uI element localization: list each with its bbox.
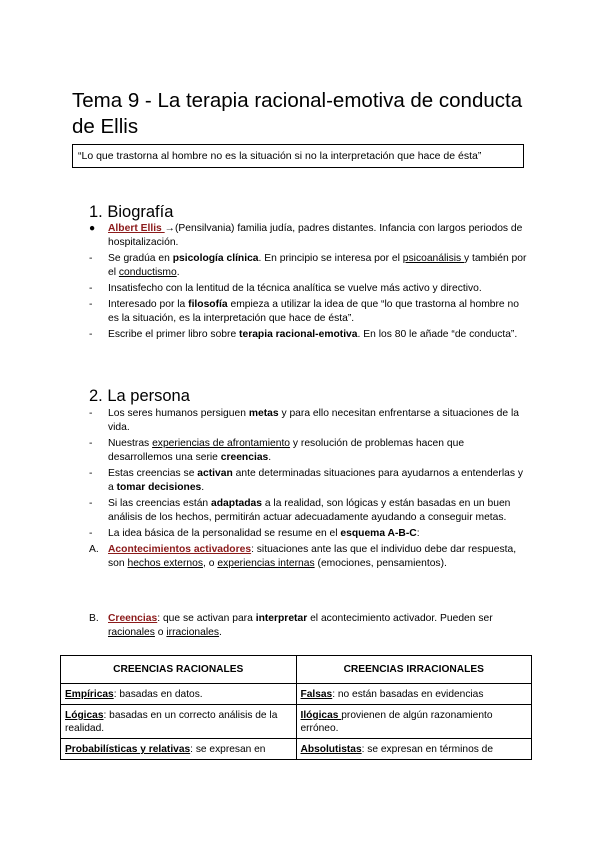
quote-box: “Lo que trastorna al hombre no es la situación si no la interpretación que hace de ésta” (72, 144, 524, 168)
table-cell: Falsas: no están basadas en evidencias (296, 684, 532, 705)
document-title: Tema 9 - La terapia racional-emotiva de conducta de Ellis (72, 88, 523, 138)
table-row (61, 739, 532, 760)
biografia-list (89, 222, 529, 343)
list-item-b: B. Creencias: que se activan para interpretar el acontecimiento activador. Pueden ser racionales o irracionales. (89, 613, 493, 639)
list-item: - Los seres humanos persiguen metas y para ello necesitan enfrentarse a situaciones de la vida. (89, 408, 519, 434)
psicoanalisis-link[interactable]: psicoanálisis (402, 253, 465, 264)
list-item: - Si las creencias están adaptadas a la realidad, son lógicas y están basadas en un buen análisis de los hechos, permitirán actuar adecuadamente ayudando a conseguir metas. (89, 498, 511, 524)
list-item: - Nuestras experiencias de afrontamiento y resolución de problemas hacen que desarrollemos una serie creencias. (89, 438, 465, 464)
list-item: ● Albert Ellis →(Pensilvania) familia judía, padres distantes. Infancia con largos periodos de hospitalización. (89, 223, 523, 249)
author-link[interactable]: Albert Ellis (108, 223, 165, 234)
list-item: - Se gradúa en psicología clínica. En principio se interesa por el psicoanálisis y también por el conductismo. (89, 253, 527, 279)
conductismo-link[interactable]: conductismo (118, 267, 177, 279)
list-item: - Insatisfecho con la lentitud de la técnica analítica se vuelve más activo y directivo. (89, 283, 482, 294)
creencias-table (60, 655, 532, 760)
list-item: - Estas creencias se activan ante determinadas situaciones para ayudarnos a entenderlas y a tomar decisiones. (89, 468, 523, 494)
header-racionales: CREENCIAS RACIONALES (61, 656, 297, 684)
list-item: - Interesado por la filosofía empieza a utilizar la idea de que “lo que trastorna al hombre no es la situación, es la interpretación que hace de ésta”. (89, 298, 519, 324)
persona-list-b (89, 612, 529, 642)
list-item: - La idea básica de la personalidad se resume en el esquema A-B-C: (89, 528, 420, 539)
creencias-link[interactable]: Creencias (108, 613, 158, 624)
table-row (61, 705, 532, 739)
section-heading-la-persona: 2. La persona (89, 387, 190, 405)
table-cell: Lógicas: basadas en un correcto análisis de la realidad. (61, 705, 297, 739)
bullet-marker: ● (89, 223, 96, 234)
table-header-row (61, 656, 532, 684)
table-row (61, 684, 532, 705)
section-heading-biografia: 1. Biografía (89, 203, 174, 221)
persona-list (89, 407, 529, 573)
list-item-a: A. Acontecimientos activadores: situaciones ante las que el individuo debe dar respuesta, son hechos externos, o experiencias internas (emociones, pensamientos). (89, 543, 517, 569)
list-item: - Escribe el primer libro sobre terapia racional-emotiva. En los 80 le añade “de conducta”. (89, 328, 518, 340)
acontecimientos-link[interactable]: Acontecimientos activadores (108, 543, 252, 555)
table-cell: Empíricas: basadas en datos. (61, 684, 297, 705)
table-cell: Probabilísticas y relativas: se expresan en (61, 739, 297, 760)
table-cell: Ilógicas provienen de algún razonamiento erróneo. (296, 705, 532, 739)
header-irracionales: CREENCIAS IRRACIONALES (296, 656, 532, 684)
table-cell: Absolutistas: se expresan en términos de (296, 739, 532, 760)
